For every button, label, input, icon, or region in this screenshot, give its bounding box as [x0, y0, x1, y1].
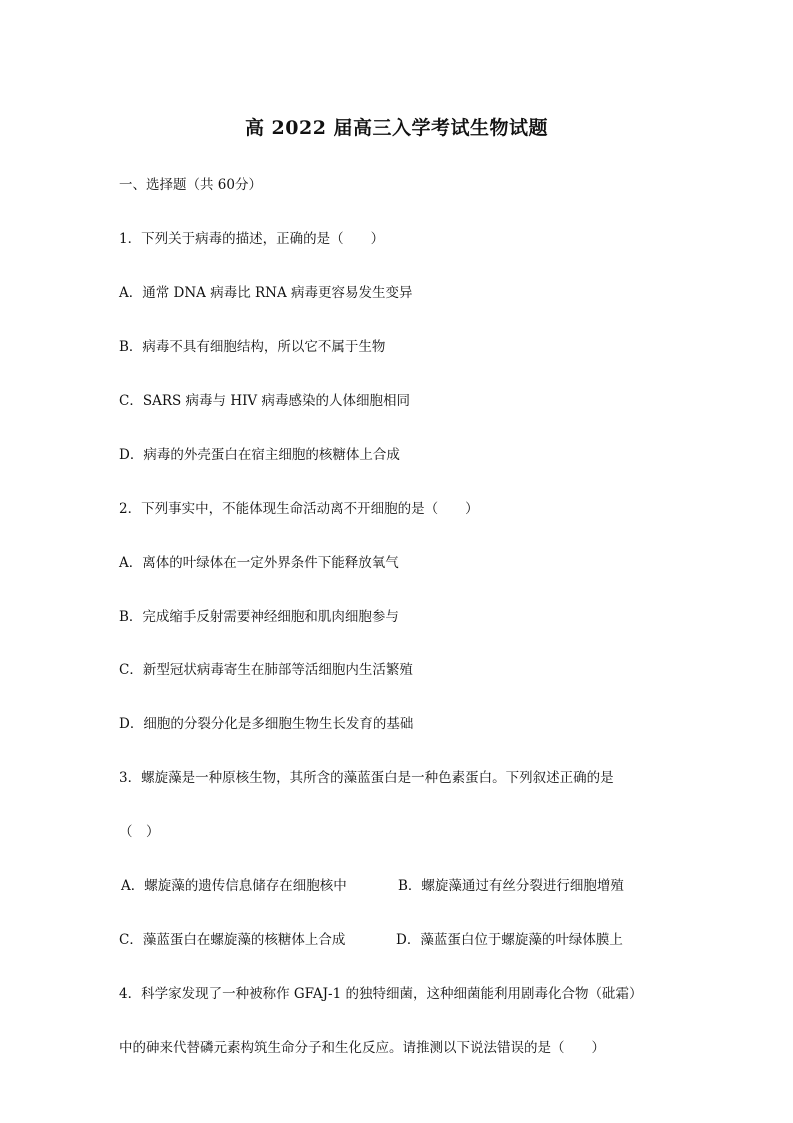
question-1-option-a: A．通常 DNA 病毒比 RNA 病毒更容易发生变异 [119, 285, 413, 301]
question-2-option-c: C．新型冠状病毒寄生在肺部等活细胞内生活繁殖 [119, 662, 413, 678]
question-4-stem: 4．科学家发现了一种被称作 GFAJ-1 的独特细菌，这种细菌能利用剧毒化合物（砒霜） [119, 986, 643, 1002]
question-1-option-d: D．病毒的外壳蛋白在宿主细胞的核糖体上合成 [119, 447, 400, 463]
question-1-option-c: C．SARS 病毒与 HIV 病毒感染的人体细胞相同 [119, 393, 410, 409]
question-4-stem-continued: 中的砷来代替磷元素构筑生命分子和生化反应。请推测以下说法错误的是（ ） [119, 1040, 605, 1056]
document-title: 高 2022 届高三入学考试生物试题 [244, 117, 549, 139]
question-2-option-b: B．完成缩手反射需要神经细胞和肌肉细胞参与 [119, 609, 399, 625]
question-2-option-a: A．离体的叶绿体在一定外界条件下能释放氧气 [119, 555, 399, 571]
question-1-stem: 1．下列关于病毒的描述，正确的是（ ） [119, 231, 385, 247]
question-3-option-b: B．螺旋藻通过有丝分裂进行细胞增殖 [398, 878, 624, 894]
question-2-option-d: D．细胞的分裂分化是多细胞生物生长发育的基础 [119, 716, 414, 732]
question-3-option-c: C．藻蓝蛋白在螺旋藻的核糖体上合成 [119, 932, 346, 948]
question-2-stem: 2．下列事实中，不能体现生命活动离不开细胞的是（ ） [119, 501, 479, 517]
section-heading: 一、选择题（共 60分） [119, 177, 262, 193]
question-3-option-d: D．藻蓝蛋白位于螺旋藻的叶绿体膜上 [396, 932, 623, 948]
question-3-option-a: A．螺旋藻的遗传信息储存在细胞核中 [121, 878, 347, 894]
question-1-option-b: B．病毒不具有细胞结构，所以它不属于生物 [119, 339, 386, 355]
question-3-stem-continued: （ ） [119, 824, 160, 840]
question-3-stem: 3．螺旋藻是一种原核生物，其所含的藻蓝蛋白是一种色素蛋白。下列叙述正确的是 [119, 770, 614, 786]
